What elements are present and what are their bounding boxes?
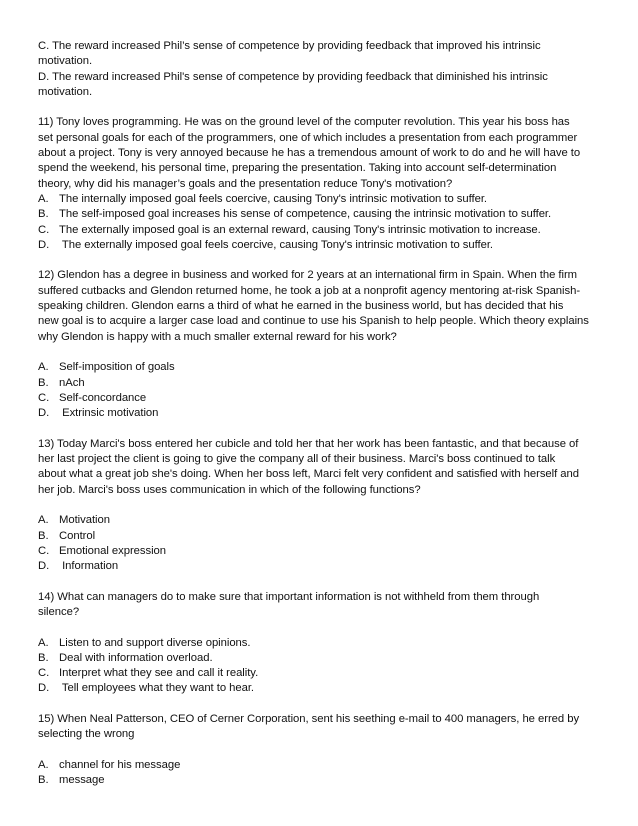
answer-option [38,192,608,207]
option-text: nAch [59,376,85,389]
option-letter: B. [38,529,49,542]
question-paragraph [38,115,608,191]
option-text: message [59,774,105,787]
option-letter: D. [38,238,50,251]
paragraph-spacer [38,498,608,513]
text-line: about what a great job she's doing. When her boss left, Marci felt very confident and satisfied with herself and [38,468,579,481]
option-text: Emotional expression [59,544,167,557]
text-line: motivation. [38,55,93,68]
question-paragraph [38,437,608,498]
answer-option [38,559,608,574]
option-text: The internally imposed goal feels coercive, causing Tony's intrinsic motivation to suffer. [59,192,487,205]
answer-options [38,360,608,421]
option-letter: A. [38,361,49,374]
paragraph-spacer [38,421,608,436]
question-paragraph [38,590,608,621]
option-text: Deal with information overload. [59,651,213,664]
option-letter: A. [38,514,49,527]
answer-option [38,513,608,528]
text-line: suffered cutbacks and Glendon returned home, he took a job at a nonprofit agency mentoring at-risk Spanish- [38,284,581,297]
text-line: motivation. [38,85,93,98]
text-line: her job. Marci's boss uses communication in which of the following functions? [38,483,421,496]
answer-option [38,360,608,375]
text-line: selecting the wrong [38,728,135,741]
option-text: The externally imposed goal feels coercive, causing Tony's intrinsic motivation to suffer. [59,238,494,251]
answer-option [38,666,608,681]
answer-option [38,391,608,406]
answer-option [38,651,608,666]
question-paragraph [38,268,608,344]
option-text: Tell employees what they want to hear. [59,682,255,695]
option-letter: C. [38,544,50,557]
answer-options [38,636,608,697]
paragraph-spacer [38,743,608,758]
answer-option [38,773,608,788]
option-letter: B. [38,651,49,664]
text-line: spend the weekend, his personal time, preparing the presentation. Taking into account self-determination [38,162,557,175]
question-paragraph [38,712,608,743]
option-text: Interpret what they see and call it reality. [59,667,259,680]
option-text: Information [59,560,119,573]
option-letter: C. [38,667,50,680]
option-letter: C. [38,223,50,236]
text-line: theory, why did his manager’s goals and the presentation reduce Tony's motivation? [38,177,453,190]
text-line: silence? [38,605,80,618]
option-text: Extrinsic motivation [59,407,159,420]
option-letter: A. [38,758,49,771]
option-letter: D. [38,560,50,573]
text-line: 14) What can managers do to make sure that important information is not withheld from them through [38,590,540,603]
text-line: about a project. Tony is very annoyed because he has a tremendous amount of work to do and he will have to [38,147,581,160]
option-text: Self-imposition of goals [59,361,175,374]
paragraph-spacer [38,100,608,115]
text-line: set personal goals for each of the programmers, one of which includes a presentation from each programmer [38,131,578,144]
option-text: Control [59,529,96,542]
text-line: C. The reward increased Phil’s sense of competence by providing feedback that improved his intrinsic [38,40,541,52]
text-line: 13) Today Marci's boss entered her cubicle and told her that her work has been fantastic, and that because of [38,437,579,450]
text-line: why Glendon is happy with a much smaller external reward for his work? [38,330,397,343]
paragraph-spacer [38,574,608,589]
text-line: 12) Glendon has a degree in business and worked for 2 years at an international firm in Spain. When the firm [38,269,578,282]
answer-options [38,192,608,253]
option-letter: C. [38,391,50,404]
option-letter: D. [38,407,50,420]
answer-option [38,223,608,238]
answer-option [38,238,608,253]
answer-option [38,636,608,651]
answer-option [38,207,608,222]
answer-option [38,681,608,696]
option-text: channel for his message [59,758,181,771]
question-paragraph [38,39,608,100]
answer-option [38,758,608,773]
paragraph-spacer [38,697,608,712]
paragraph-spacer [38,620,608,635]
option-letter: B. [38,774,49,787]
text-line: 11) Tony loves programming. He was on the ground level of the computer revolution. This year his boss has [38,116,570,129]
option-text: The externally imposed goal is an external reward, causing Tony's intrinsic motivation to increase. [59,223,541,236]
paragraph-spacer [38,345,608,360]
answer-options [38,513,608,574]
answer-option [38,544,608,559]
option-text: Listen to and support diverse opinions. [59,636,251,649]
answer-option [38,406,608,421]
text-line: D. The reward increased Phil's sense of competence by providing feedback that diminished his intrinsic [38,70,548,83]
answer-option [38,529,608,544]
option-text: The self-imposed goal increases his sense of competence, causing the intrinsic motivation to suffer. [59,208,552,221]
option-letter: D. [38,682,50,695]
answer-options [38,758,608,789]
option-letter: A. [38,636,49,649]
text-line: 15) When Neal Patterson, CEO of Cerner Corporation, sent his seething e-mail to 400 managers, he erred by [38,713,580,726]
answer-option [38,376,608,391]
text-line: new goal is to acquire a larger case load and continue to use his Spanish to help people. Which theory explains [38,315,589,328]
text-line: speaking children. Glendon earns a third of what he earned in the business world, but has decided that his [38,300,564,313]
paragraph-spacer [38,253,608,268]
option-text: Self-concordance [59,391,147,404]
option-letter: B. [38,376,49,389]
option-letter: B. [38,208,49,221]
option-letter: A. [38,192,49,205]
text-line: her last project the client is going to give the company all of their business. Marci's boss continued to talk [38,453,556,466]
option-text: Motivation [59,514,110,527]
